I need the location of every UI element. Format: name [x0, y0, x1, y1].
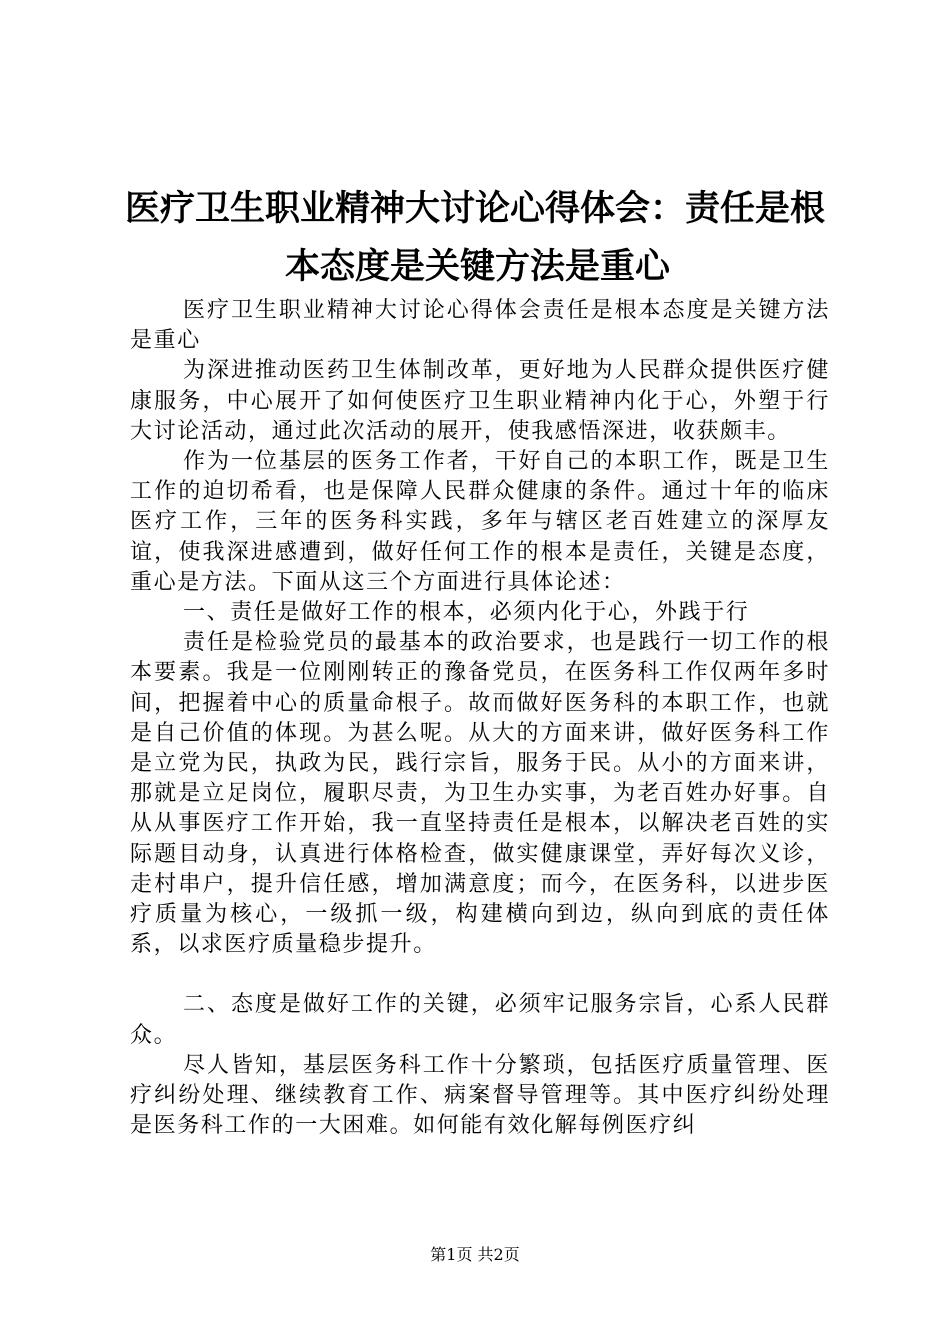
- paragraph-attitude: 尽人皆知，基层医务科工作十分繁琐，包括医疗质量管理、医疗纠纷处理、继续教育工作、病案督导管理等。其中医疗纠纷处理是医务科工作的一大困难。如何能有效化解每例医疗纠: [130, 1052, 830, 1139]
- document-body: [130, 296, 830, 1141]
- paragraph-subtitle: 医疗卫生职业精神大讨论心得体会责任是根本态度是关键方法是重心: [130, 298, 830, 354]
- title-line-2: 本态度是关键方法是重心: [284, 246, 670, 287]
- paragraph-overview: 作为一位基层的医务工作者，干好自己的本职工作，既是卫生工作的迫切希看，也是保障人民群众健康的条件。通过十年的临床医疗工作，三年的医务科实践，多年与辖区老百姓建立的深厚友谊，使我深进感遭到，做好任何工作的根本是责任，关键是态度，重心是方法。下面从这三个方面进行具体论述：: [130, 449, 830, 595]
- paragraph-gap: [130, 960, 830, 990]
- paragraph-intro: 为深进推动医药卫生体制改革，更好地为人民群众提供医疗健康服务，中心展开了如何使医疗卫生职业精神内化于心，外塑于行大讨论活动，通过此次活动的展开，使我感悟深进，收获颇丰。: [130, 358, 830, 444]
- paragraph-responsibility: 责任是检验党员的最基本的政治要求，也是践行一切工作的根本要素。我是一位刚刚转正的豫备党员，在医务科工作仅两年多时间，把握着中心的质量命根子。故而做好医务科的本职工作，也就是自己价值的体现。为甚么呢。从大的方面来讲，做好医务科工作是立党为民，执政为民，践行宗旨，服务于民。从小的方面来讲，那就是立足岗位，履职尽责，为卫生办实事，为老百姓办好事。自从从事医疗工作开始，我一直坚持责任是根本，以解决老百姓的实际题目动身，认真进行体格检查，做实健康课堂，弄好每次义诊，走村串户，提升信任感，增加满意度；而今，在医务科，以进步医疗质量为核心，一级抓一级，构建横向到边，纵向到底的责任体系，以求医疗质量稳步提升。: [130, 630, 830, 958]
- title-line-1: 医疗卫生职业精神大讨论心得体会：责任是根: [125, 188, 826, 229]
- section-heading-2: 二、态度是做好工作的关键，必须牢记服务宗旨，心系人民群众。: [130, 992, 830, 1048]
- page-footer: 第1页 共2页: [430, 1245, 520, 1264]
- document-title: [125, 180, 830, 296]
- section-heading-1: 一、责任是做好工作的根本，必须内化于心，外践于行: [183, 600, 750, 626]
